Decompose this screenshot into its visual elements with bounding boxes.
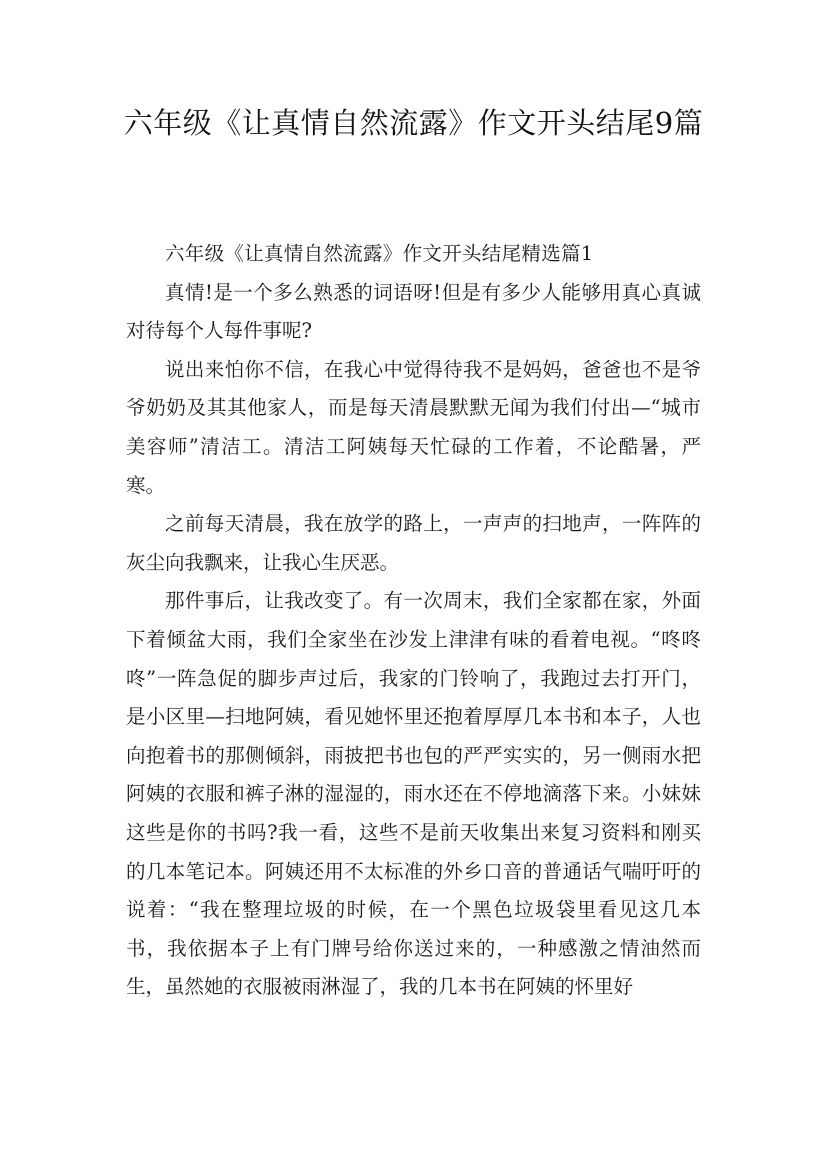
section-subtitle: 六年级《让真情自然流露》作文开头结尾精选篇1 xyxy=(165,242,594,265)
paragraph: 真情!是一个多么熟悉的词语呀!但是有多少人能够用真心真诚对待每个人每件事呢? xyxy=(126,280,701,343)
paragraph: 那件事后，让我改变了。有一次周末，我们全家都在家，外面下着倾盆大雨，我们全家坐在沙发上津津有味的看着电视。“咚咚咚”一阵急促的脚步声过后，我家的门铃响了，我跑过去打开门，是小区里—扫地阿姨，看见她怀里还抱着厚厚几本书和本子，人也向抱着书的那侧倾斜，雨披把书也包的严严实实的，另一侧雨水把阿姨的衣服和裤子淋的湿湿的，雨水还在不停地滴落下来。小妹妹这些是你的书吗?我一看，这些不是前天收集出来复习资料和刚买的几本笔记本。阿姨还用不太标准的外乡口音的普通话气喘吁吁的说着：“我在整理垃圾的时候，在一个黑色垃圾袋里看见这几本书，我依据本子上有门牌号给你送过来的，一种感激之情油然而生，虽然她的衣服被雨淋湿了，我的几本书在阿姨的怀里好 xyxy=(126,589,701,999)
document-title: 六年级《让真情自然流露》作文开头结尾9篇 xyxy=(123,106,704,140)
paragraph: 之前每天清晨，我在放学的路上，一声声的扫地声，一阵阵的灰尘向我飘来，让我心生厌恶。 xyxy=(126,512,701,574)
document-body xyxy=(126,235,701,1007)
paragraph: 说出来怕你不信，在我心中觉得待我不是妈妈，爸爸也不是爷爷奶奶及其其他家人，而是每天清晨默默无闻为我们付出—“城市美容师”清洁工。清洁工阿姨每天忙碌的工作着，不论酷暑，严寒。 xyxy=(126,357,701,497)
